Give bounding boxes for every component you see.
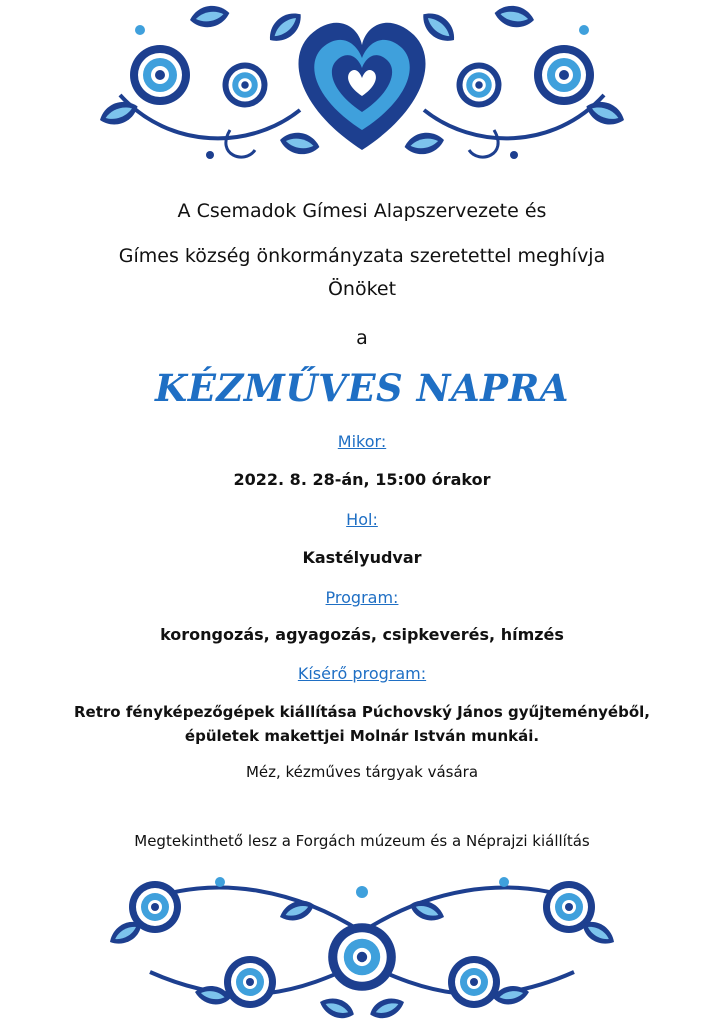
side-program-label: Kísérő program: <box>297 664 427 683</box>
invitation-line-3: Önöket <box>327 278 397 300</box>
bottom-folk-ornament <box>0 862 724 1024</box>
when-label: Mikor: <box>337 432 387 451</box>
heart-icon <box>298 23 425 150</box>
flower-icon <box>534 45 594 105</box>
when-value: 2022. 8. 28-án, 15:00 órakor <box>233 470 491 489</box>
flower-icon <box>328 923 396 991</box>
program-label: Program: <box>325 588 399 607</box>
side-program-line-2: épületek makettjei Molnár István munkái. <box>184 727 540 745</box>
top-folk-ornament <box>0 0 724 175</box>
invitation-line-2: Gímes község önkormányzata szeretettel meghívja <box>118 245 606 267</box>
market-note: Méz, kézműves tárgyak vására <box>245 763 479 781</box>
side-program-line-1: Retro fényképezőgépek kiállítása Púchovský János gyűjteményéből, <box>74 703 650 721</box>
footer-note: Megtekinthető lesz a Forgách múzeum és a Néprajzi kiállítás <box>134 832 590 850</box>
invitation-line-1: A Csemadok Gímesi Alapszervezete és <box>177 200 547 222</box>
event-title: KÉZMŰVES NAPRA <box>155 366 569 410</box>
where-label: Hol: <box>346 510 378 529</box>
program-value: korongozás, agyagozás, csipkeverés, hímzés <box>160 625 564 644</box>
flower-icon <box>130 45 190 105</box>
where-value: Kastélyudvar <box>302 548 422 567</box>
invitation-line-4: a <box>356 327 368 349</box>
